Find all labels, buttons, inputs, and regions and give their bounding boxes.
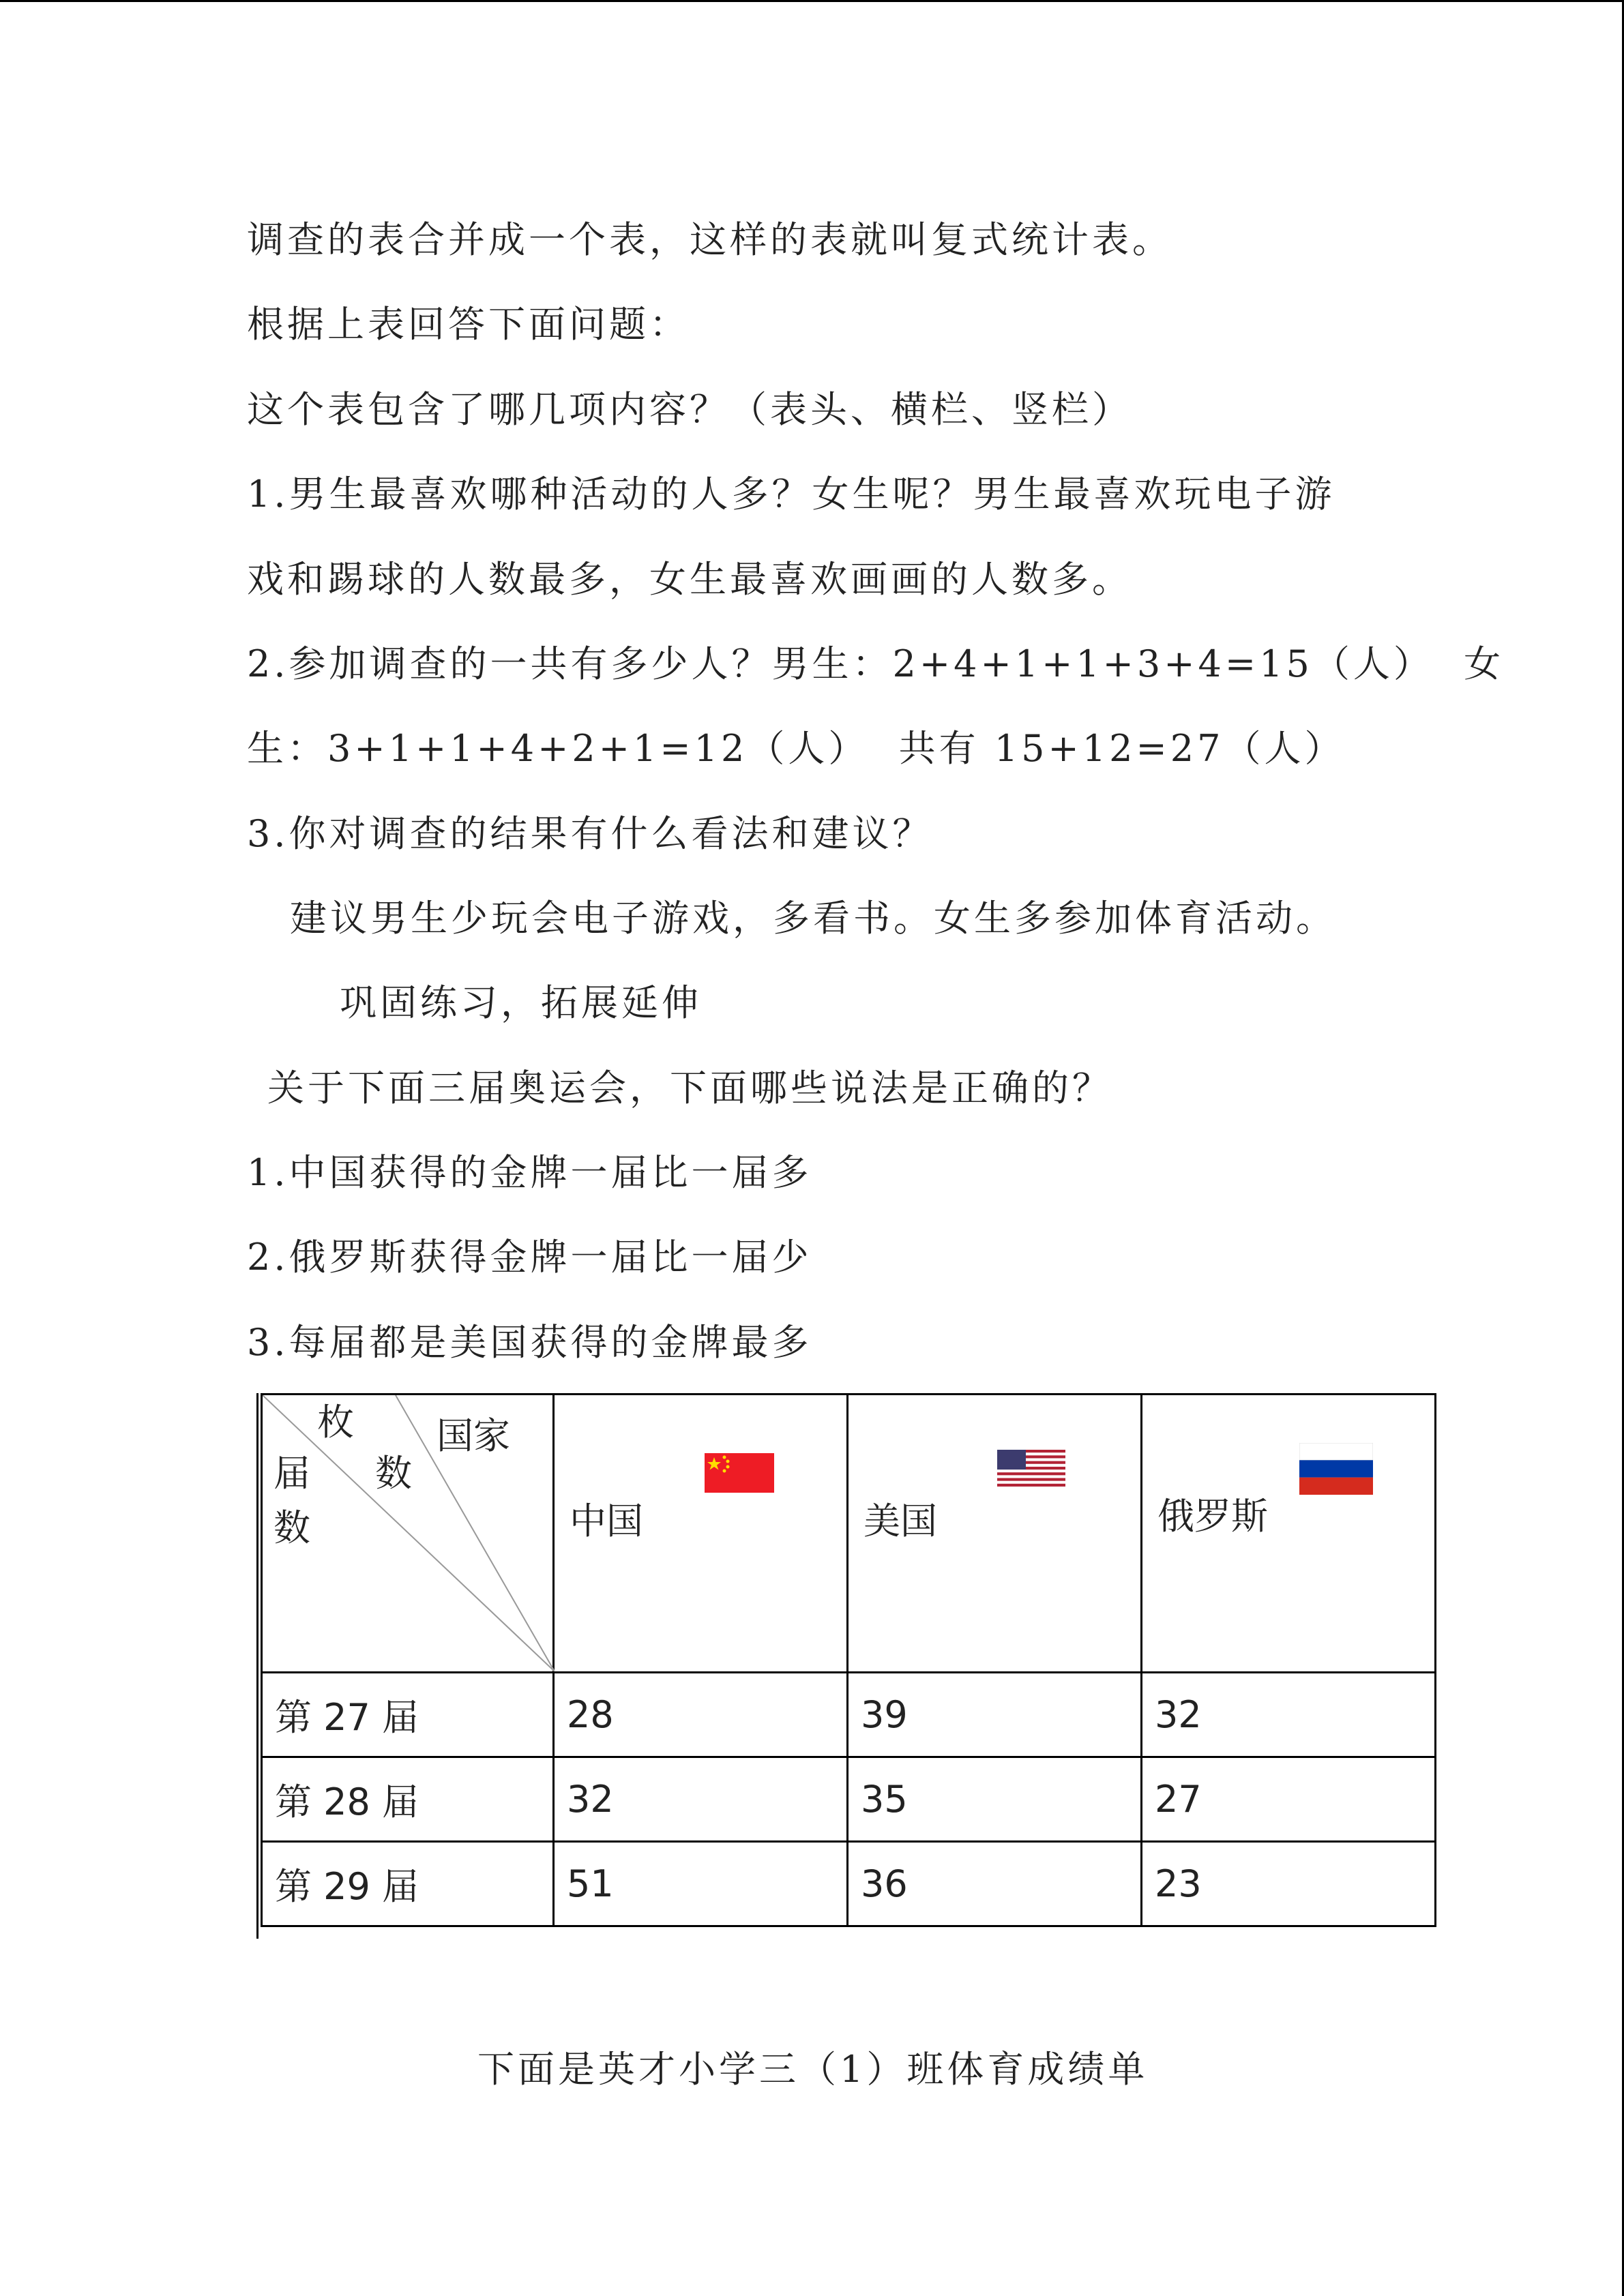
cell-value: 28 (554, 1673, 848, 1757)
row-label: 第 29 届 (262, 1842, 554, 1926)
country-name-china: 中国 (570, 1500, 643, 1542)
row-label: 第 27 届 (262, 1673, 554, 1757)
cell-value: 32 (1142, 1673, 1436, 1757)
text-line-11: 关于下面三届奥运会，下面哪些说法是正确的？ (267, 1067, 1112, 1109)
text-line-9: 建议男生少玩会电子游戏，多看书。女生多参加体育活动。 (290, 897, 1336, 940)
statement-3: 3.每届都是美国获得的金牌最多 (247, 1321, 812, 1364)
china-flag-icon (705, 1453, 774, 1493)
country-name-usa: 美国 (863, 1500, 937, 1542)
statement-2: 2.俄罗斯获得金牌一届比一届少 (247, 1236, 812, 1279)
russia-flag-icon (1299, 1443, 1373, 1495)
row-label: 第 28 届 (262, 1757, 554, 1842)
table-row (262, 1842, 1436, 1926)
text-line-4: 1.男生最喜欢哪种活动的人多？女生呢？男生最喜欢玩电子游 (247, 473, 1335, 516)
text-line-5: 戏和踢球的人数最多，女生最喜欢画画的人数多。 (247, 558, 1132, 601)
table-row (262, 1673, 1436, 1757)
column-header-china (554, 1395, 848, 1673)
text-line-8: 3.你对调查的结果有什么看法和建议？ (247, 812, 933, 855)
text-line-6: 2.参加调查的一共有多少人？男生：2+4+1+1+3+4=15（人） 女 (247, 642, 1505, 685)
cell-value: 36 (848, 1842, 1142, 1926)
corner-label-top: 枚 (317, 1401, 354, 1444)
footer-caption: 下面是英才小学三（1）班体育成绩单 (477, 2048, 1149, 2091)
cell-value: 23 (1142, 1842, 1436, 1926)
text-line-7: 生：3+1+1+4+2+1=12（人） 共有 15+12=27（人） (247, 727, 1345, 770)
text-line-1: 调查的表合并成一个表，这样的表就叫复式统计表。 (247, 218, 1172, 261)
corner-header-cell (262, 1395, 554, 1673)
corner-label-right: 国家 (437, 1414, 510, 1457)
corner-label-left-1: 届 (274, 1452, 310, 1495)
page-border-top (0, 0, 1624, 2)
corner-label-left-2: 数 (274, 1506, 310, 1549)
column-header-usa (848, 1395, 1142, 1673)
cell-value: 39 (848, 1673, 1142, 1757)
corner-label-middle: 数 (375, 1452, 412, 1495)
table-left-double-rule (256, 1393, 259, 1939)
cell-value: 51 (554, 1842, 848, 1926)
statement-1: 1.中国获得的金牌一届比一届多 (247, 1151, 812, 1194)
cell-value: 35 (848, 1757, 1142, 1842)
section-heading: 巩固练习，拓展延伸 (340, 981, 702, 1024)
cell-value: 27 (1142, 1757, 1436, 1842)
table-header-row (262, 1395, 1436, 1673)
text-line-2: 根据上表回答下面问题： (247, 303, 690, 346)
usa-flag-icon (997, 1450, 1065, 1487)
column-header-russia (1142, 1395, 1436, 1673)
olympic-medal-table (261, 1393, 1436, 1927)
cell-value: 32 (554, 1757, 848, 1842)
table-row (262, 1757, 1436, 1842)
country-name-russia: 俄罗斯 (1157, 1495, 1268, 1538)
text-line-3: 这个表包含了哪几项内容？（表头、横栏、竖栏） (247, 388, 1132, 431)
